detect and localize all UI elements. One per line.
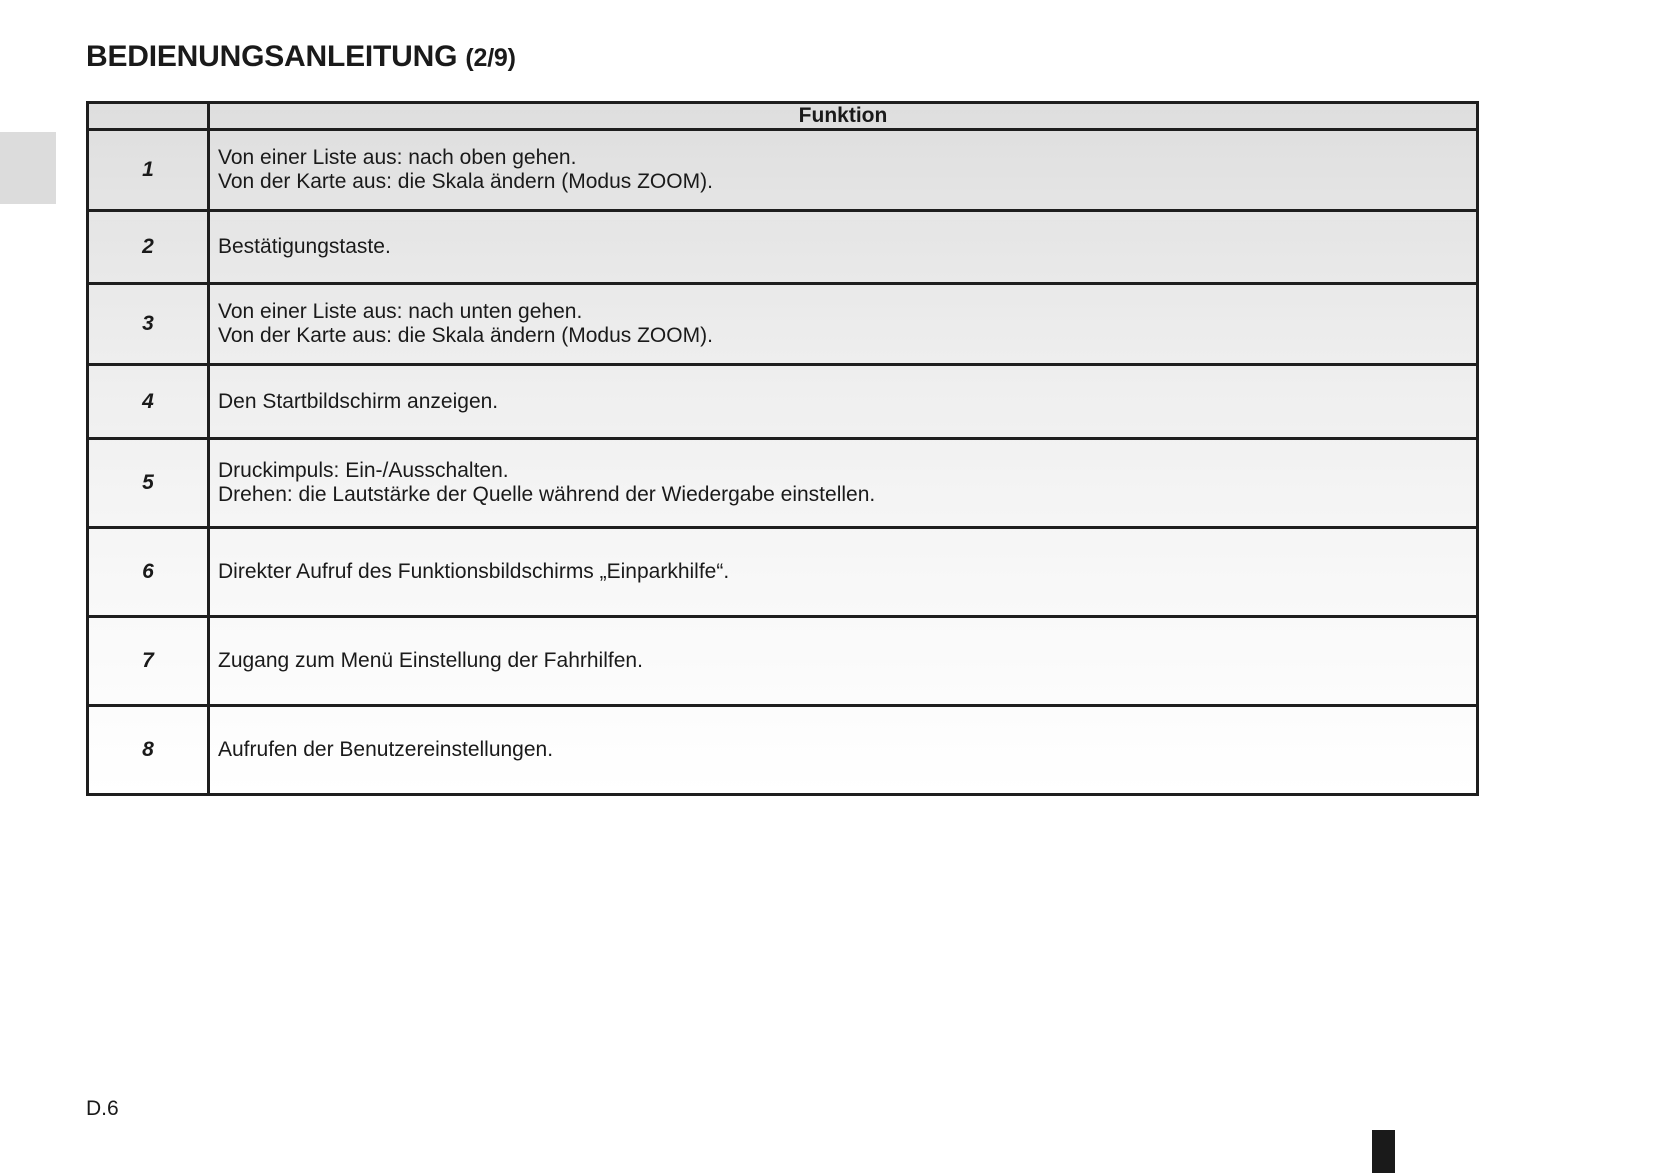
row-description <box>209 211 1478 284</box>
page-title-part: (2/9) <box>465 44 516 72</box>
description-line: Druckimpuls: Ein-/Ausschalten. <box>218 459 509 482</box>
row-description <box>209 130 1478 211</box>
table-row <box>88 439 1478 528</box>
description-line: Von der Karte aus: die Skala ändern (Modus ZOOM). <box>218 324 713 347</box>
description-line: Aufrufen der Benutzereinstellungen. <box>218 738 554 761</box>
row-description <box>209 365 1478 439</box>
description-line: Von einer Liste aus: nach unten gehen. <box>218 300 583 323</box>
description-line: Von der Karte aus: die Skala ändern (Modus ZOOM). <box>218 170 713 193</box>
description-line: Von einer Liste aus: nach oben gehen. <box>218 146 577 169</box>
row-description <box>209 617 1478 706</box>
section-side-tab <box>0 132 56 204</box>
row-number: 4 <box>88 365 209 439</box>
row-number: 6 <box>88 528 209 617</box>
table-row <box>88 365 1478 439</box>
row-description <box>209 528 1478 617</box>
page-number: D.6 <box>86 1097 119 1120</box>
page-title <box>86 40 516 74</box>
row-description <box>209 706 1478 795</box>
row-number: 1 <box>88 130 209 211</box>
table-header-row <box>88 103 1478 130</box>
row-number: 5 <box>88 439 209 528</box>
table-row <box>88 706 1478 795</box>
page-edge-marker <box>1372 1130 1395 1173</box>
function-table <box>86 101 1479 796</box>
description-line: Bestätigungstaste. <box>218 235 391 258</box>
description-line: Direkter Aufruf des Funktionsbildschirms „Einparkhilfe“. <box>218 560 730 583</box>
page-title-text: BEDIENUNGSANLEITUNG <box>86 40 458 73</box>
row-description <box>209 284 1478 365</box>
row-number: 8 <box>88 706 209 795</box>
table-header-number <box>88 103 209 130</box>
row-number: 7 <box>88 617 209 706</box>
description-line: Zugang zum Menü Einstellung der Fahrhilfen. <box>218 649 643 672</box>
table-row <box>88 130 1478 211</box>
table-row <box>88 284 1478 365</box>
row-number: 2 <box>88 211 209 284</box>
table-row <box>88 211 1478 284</box>
table-row <box>88 617 1478 706</box>
table-header-function: Funktion <box>209 103 1478 130</box>
table-row <box>88 528 1478 617</box>
row-description <box>209 439 1478 528</box>
row-number: 3 <box>88 284 209 365</box>
description-line: Den Startbildschirm anzeigen. <box>218 389 499 413</box>
description-line: Drehen: die Lautstärke der Quelle während der Wiedergabe einstellen. <box>218 483 876 506</box>
